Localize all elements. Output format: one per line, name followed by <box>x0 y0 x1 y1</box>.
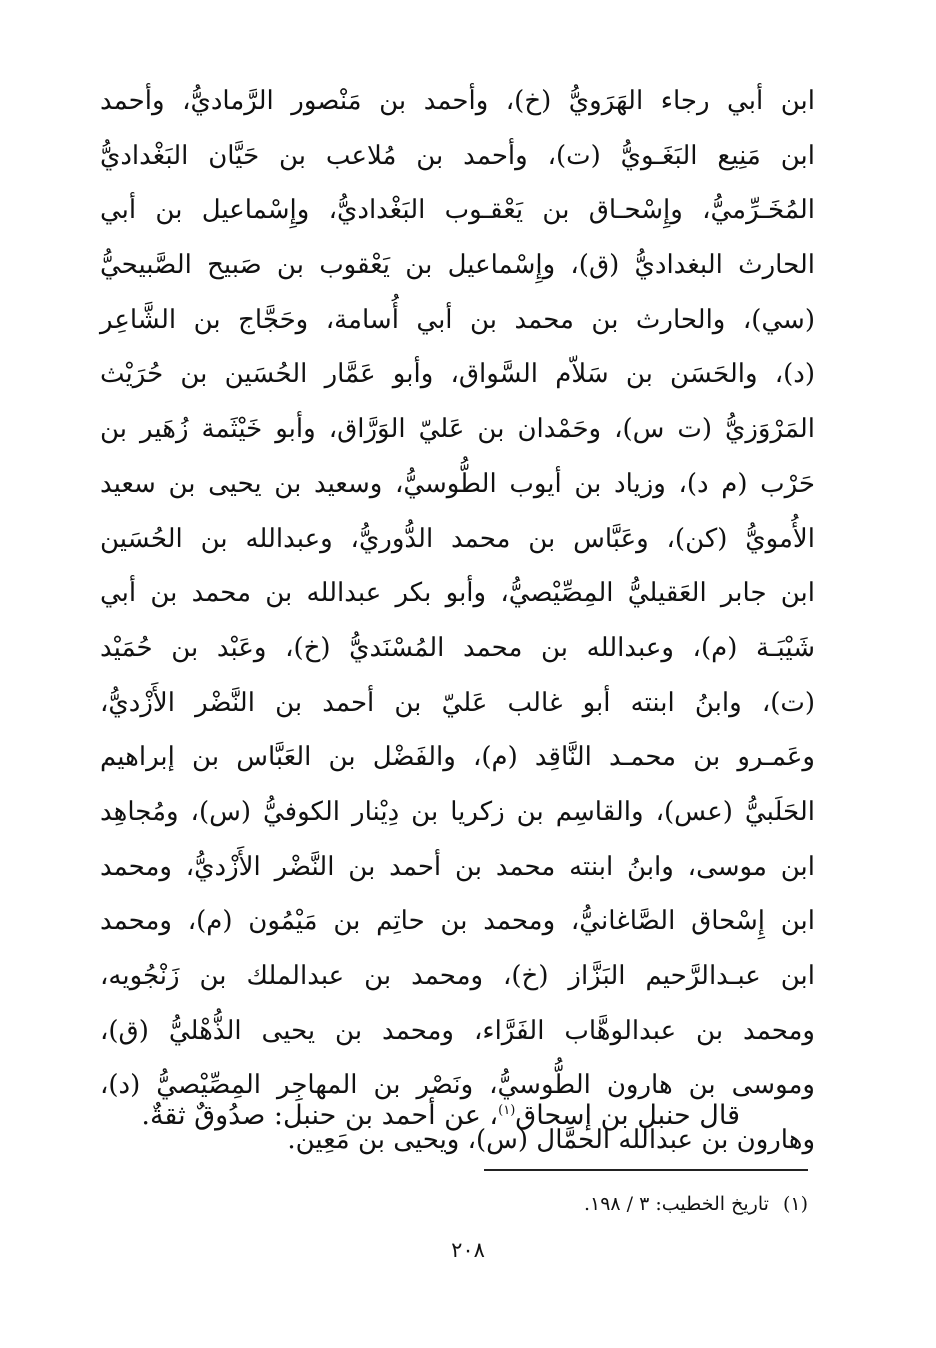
text-line: (د)، والحَسَن بن سَلاّم السَّواق، وأبو عَمَّار الحُسَين بن حُرَيْث <box>100 359 815 390</box>
text-line: ابن جابر العَقيليُّ المِصِّيْصيُّ، وأبو بكر عبدالله بن محمد بن أبي <box>100 578 815 609</box>
quote-text-start: قال حنبل بن إسحاق <box>515 1100 740 1131</box>
text-line-last: وهارون بن عبدالله الحمَّال (س)، ويحيى بن مَعِين. <box>287 1125 815 1156</box>
footnote <box>300 1186 808 1222</box>
text-line: ابن مَنِيع البَغَـويُّ (ت)، وأحمد بن مُلاعب بن حَيَّان البَغْداديُّ <box>100 140 815 171</box>
text-line: ابن موسى، وابنُ ابنته محمد بن أحمد بن النَّضْر الأَزْديُّ، ومحمد <box>100 851 815 882</box>
text-line: الحارث البغداديُّ (ق)، وإِسْماعيل بن يَعْقوب بن صَبيح الصَّبيحيُّ <box>100 250 815 281</box>
page-number: ٢٠٨ <box>451 1238 485 1262</box>
text-line: (سي)، والحارث بن محمد بن أبي أُسامة، وحَجَّاج بن الشَّاعِر <box>100 304 815 335</box>
text-line: وموسى بن هارون الطُّوسيُّ، ونَصْر بن المهاجِر المِصِّيْصيُّ (د)، <box>100 1070 815 1101</box>
text-line: ومحمد بن عبدالوهَّاب الفَرَّاء، ومحمد بن يحيى الذُّهْليُّ (ق)، <box>100 1015 815 1046</box>
text-line: المَرْوَزيُّ (ت س)، وحَمْدان بن عَليّ الوَرَّاق، وأبو خَيْثَمة زُهَير بن <box>100 414 815 445</box>
quote-paragraph <box>100 1084 740 1138</box>
text-line: (ت)، وابنُ ابنته أبو غالب عَليّ بن أحمد بن النَّضْر الأَزْديُّ، <box>100 687 815 718</box>
text-line: وعَمـرو بن محمـد النَّاقِد (م)، والفَضْل بن العَبَّاس بن إبراهيم <box>100 742 815 773</box>
text-line: شَيْبَـة (م)، وعبدالله بن محمد المُسْنَديُّ (خ)، وعَبْد بن حُمَيْد <box>100 632 815 663</box>
main-text-block <box>100 74 815 1168</box>
text-line: الأُمويُّ (كن)، وعَبَّاس بن محمد الدُّوريُّ، وعبدالله بن الحُسَين <box>100 523 815 554</box>
text-line: ابن إِسْحاق الصَّاغانيُّ، ومحمد بن حاتِم بن مَيْمُون (م)، ومحمد <box>100 906 815 937</box>
footnote-text: تاريخ الخطيب: ٣ / ١٩٨. <box>583 1193 769 1215</box>
footnote-divider <box>484 1169 808 1171</box>
quote-text-end: ، عن أحمد بن حنبل: صدُوقٌ ثقةٌ. <box>141 1100 499 1131</box>
text-line: حَرْب (م د)، وزياد بن أيوب الطُّوسيُّ، وسعيد بن يحيى بن سعيد <box>100 468 815 499</box>
footnote-reference: (١) <box>498 1103 516 1118</box>
text-line: المُخَـرِّميُّ، وإِسْحـاق بن يَعْقـوب البَغْداديُّ، وإِسْماعيل بن أبي <box>100 195 815 226</box>
text-line: ابن عبـدالرَّحيم البَزَّاز (خ)، ومحمد بن عبدالملك بن زَنْجُويه، <box>100 961 815 991</box>
footnote-mark: (١) <box>782 1193 808 1215</box>
text-line: ابن أبي رجاء الهَرَويُّ (خ)، وأحمد بن مَنْصور الرَّماديُّ، وأحمد <box>100 86 815 116</box>
text-line: الحَلَبيُّ (عس)، والقاسِم بن زكريا بن دِيْنار الكوفيُّ (س)، ومُجاهِد <box>100 796 815 827</box>
